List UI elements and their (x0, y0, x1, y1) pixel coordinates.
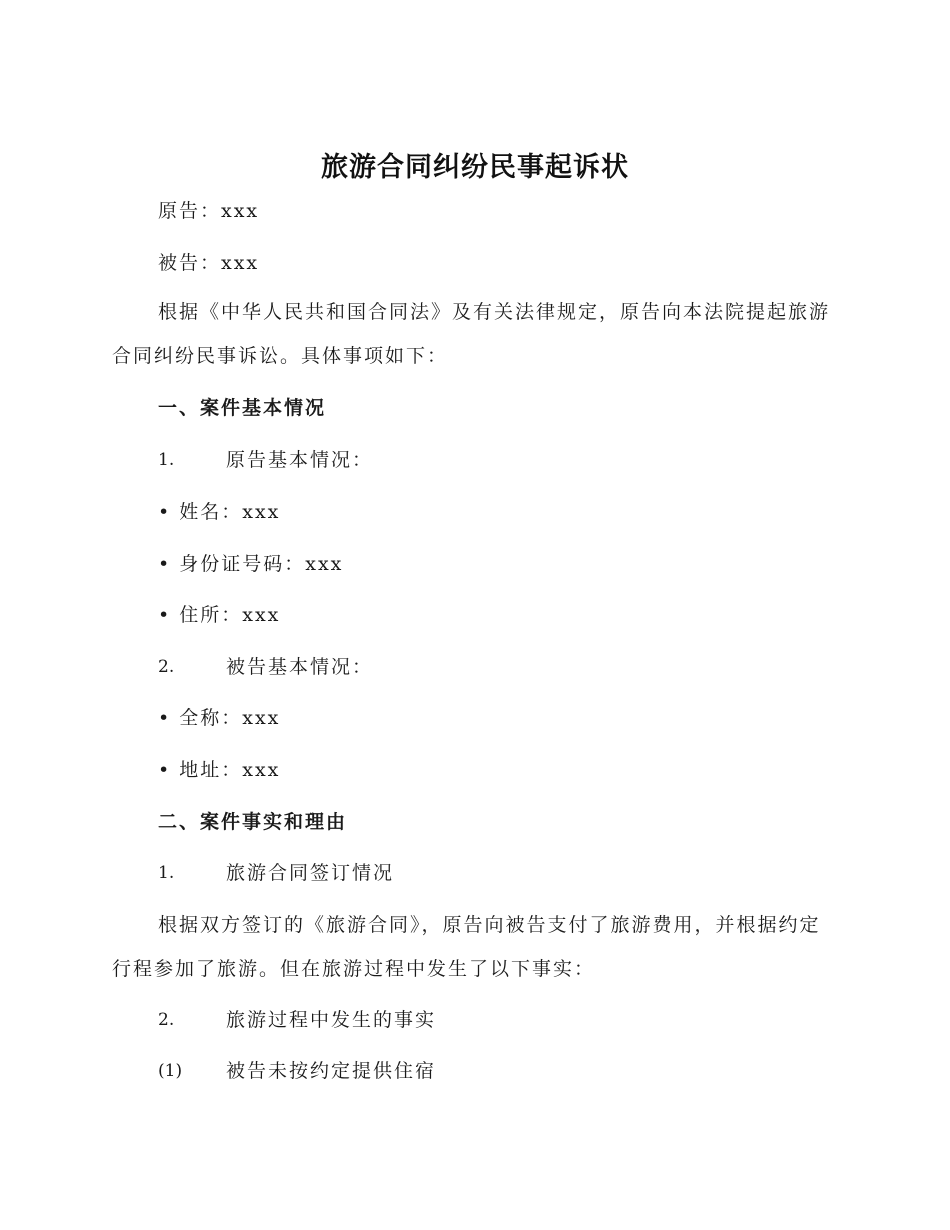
list-number: 1. (158, 450, 175, 470)
sub-list-number: (1) (158, 1061, 183, 1081)
contract-signing-label: 旅游合同签订情况 (226, 862, 395, 884)
accommodation-fact-label: 被告未按约定提供住宿 (226, 1060, 437, 1082)
bullet-name: • 姓名：xxx (158, 501, 281, 523)
bullet-full-name: • 全称：xxx (158, 707, 281, 729)
list-number: 2. (158, 657, 175, 677)
travel-facts-label: 旅游过程中发生的事实 (226, 1009, 437, 1031)
plaintiff-info-label: 原告基本情况： (226, 449, 374, 471)
bullet-address: • 地址：xxx (158, 759, 281, 781)
defendant-line: 被告：xxx (158, 252, 260, 274)
section-heading-basic-info: 一、案件基本情况 (158, 397, 327, 419)
list-number: 1. (158, 863, 175, 883)
bullet-residence: • 住所：xxx (158, 604, 281, 626)
bullet-id-number: • 身份证号码：xxx (158, 553, 344, 575)
section-heading-facts: 二、案件事实和理由 (158, 811, 348, 833)
defendant-info-label: 被告基本情况： (226, 656, 374, 678)
document-title: 旅游合同纠纷民事起诉状 (321, 152, 629, 183)
list-number: 2. (158, 1010, 175, 1030)
facts-paragraph: 根据双方签订的《旅游合同》，原告向被告支付了旅游费用，并根据约定行程参加了旅游。但在旅游过程中发生了以下事实： (112, 914, 821, 980)
plaintiff-line: 原告：xxx (158, 200, 260, 222)
intro-paragraph: 根据《中华人民共和国合同法》及有关法律规定，原告向本法院提起旅游合同纠纷民事诉讼。具体事项如下： (112, 301, 831, 367)
